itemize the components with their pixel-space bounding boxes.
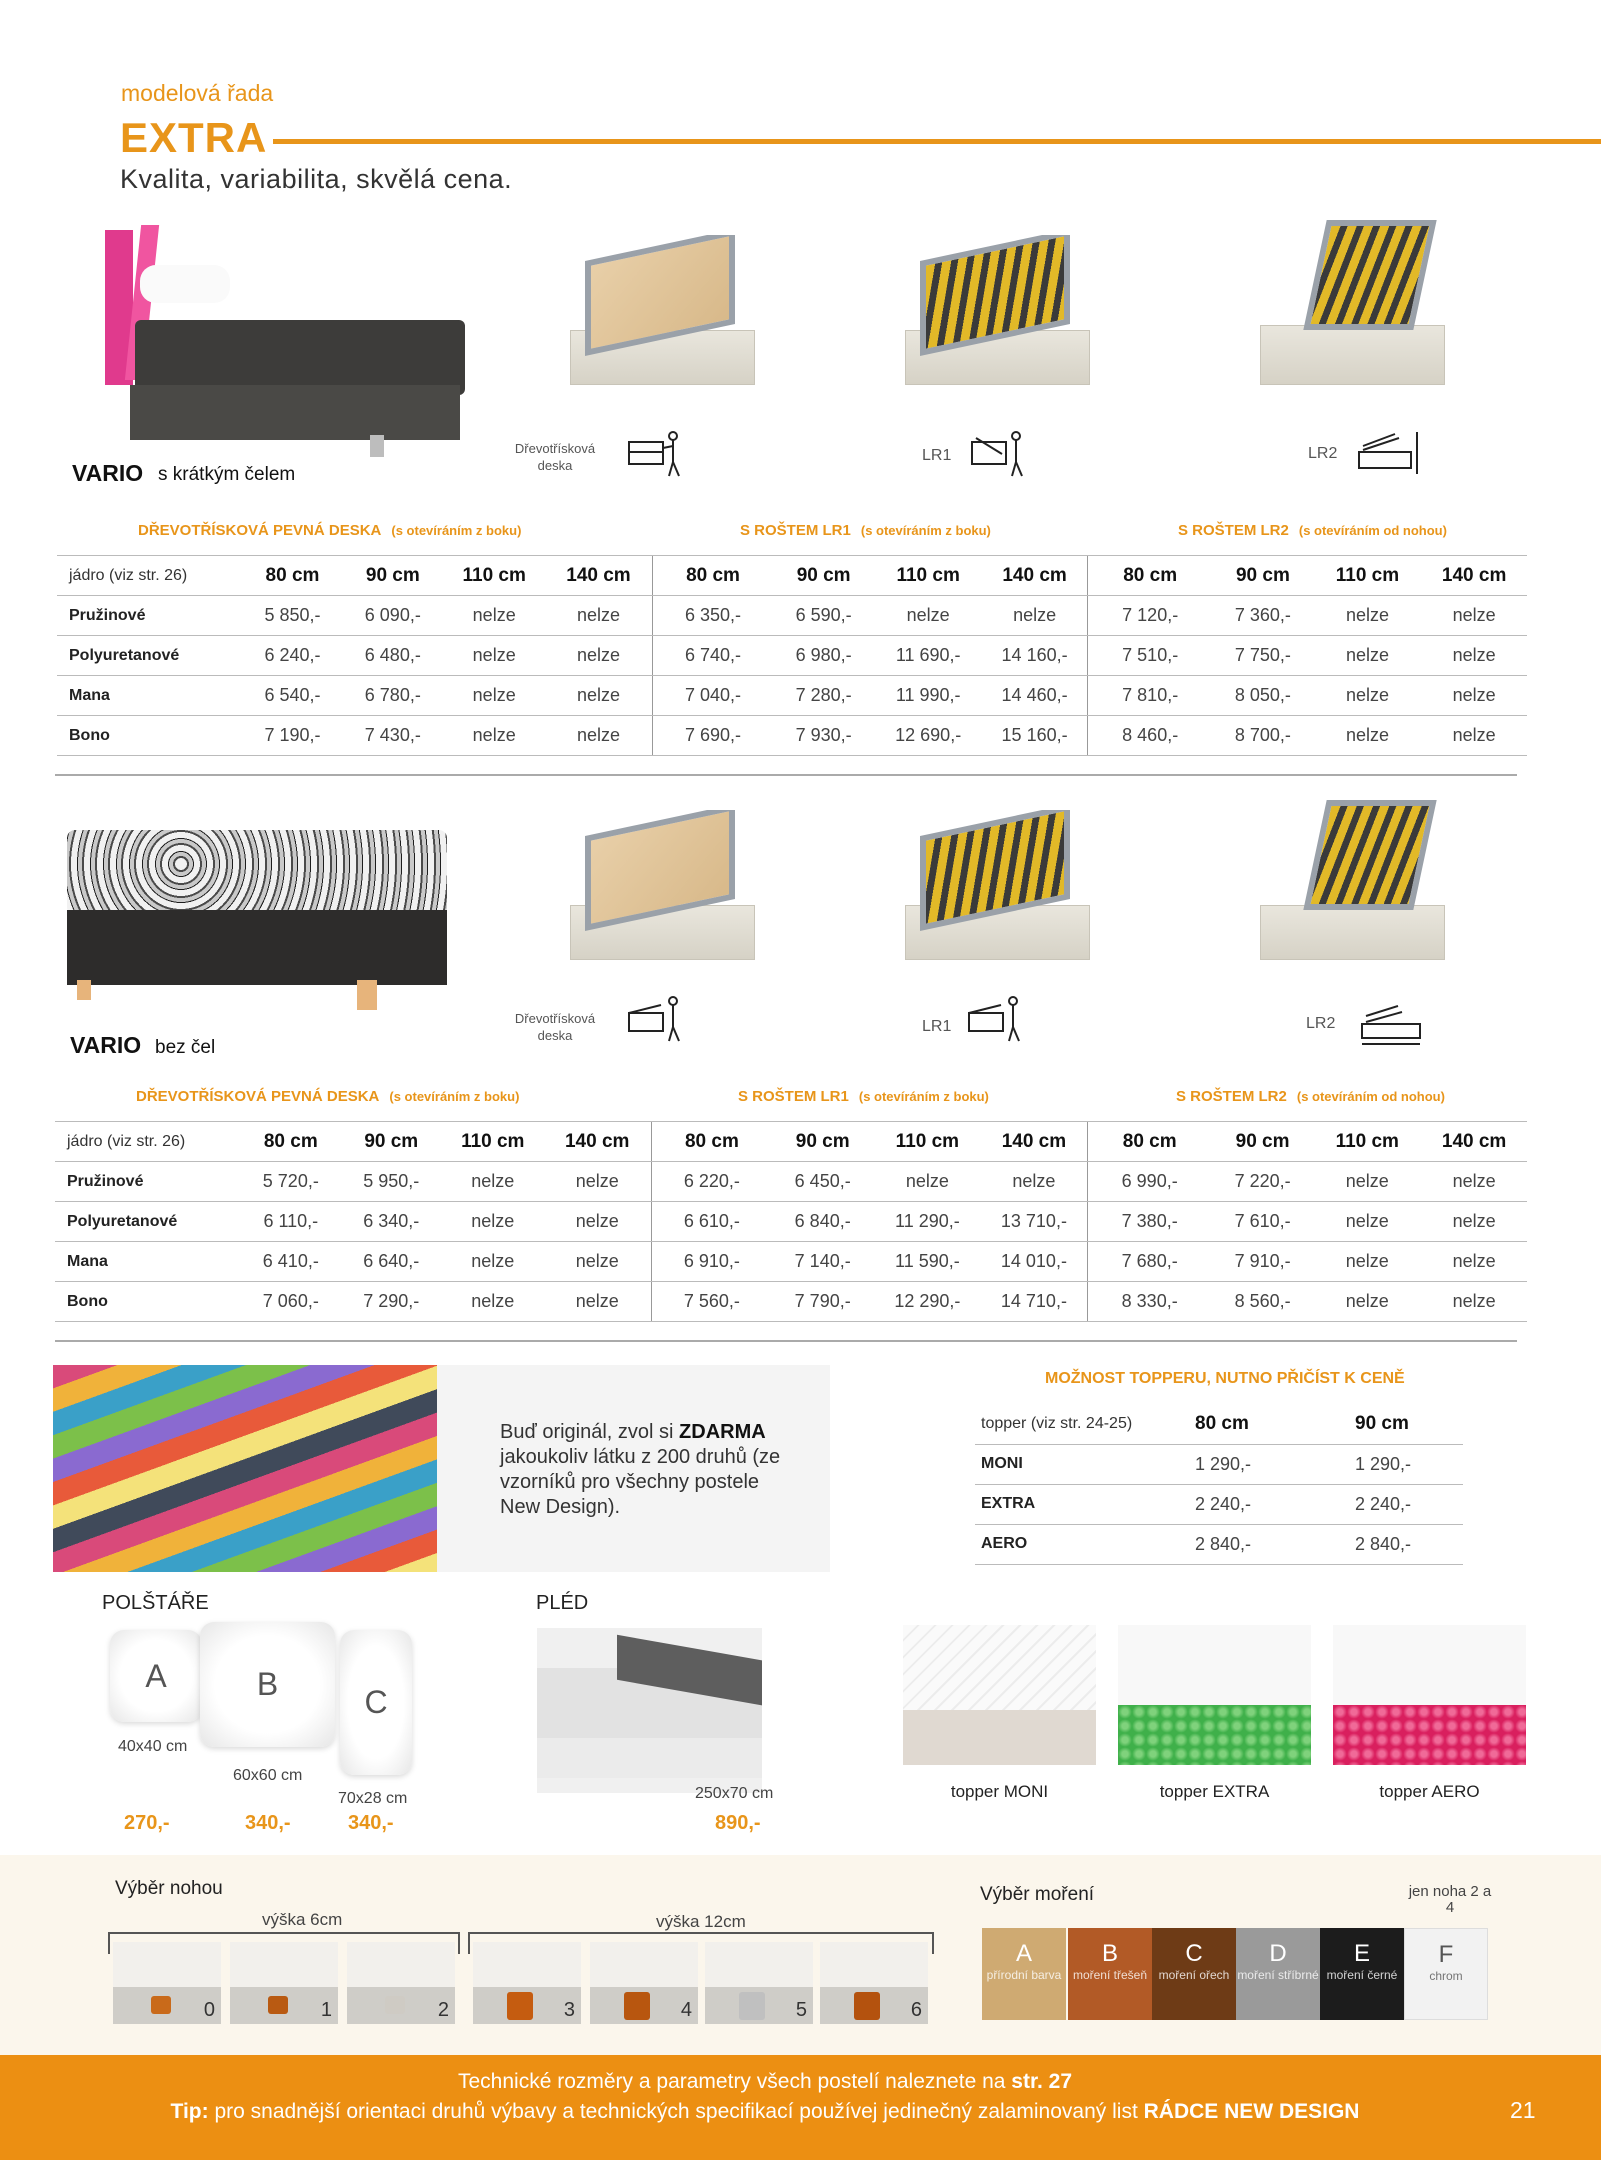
- price-cell: 11 690,-: [874, 636, 982, 676]
- footer-tip: Tip:: [170, 2100, 209, 2123]
- fabric-samples-photo: [53, 1365, 437, 1572]
- fabric-text-part: Buď originál, zvol si: [500, 1421, 680, 1443]
- price-cell: nelze: [1421, 596, 1527, 636]
- price-cell: 7 040,-: [653, 676, 773, 716]
- board-icon-label: Dřevotřísková deska: [514, 1011, 596, 1043]
- price-cell: 80 cm: [241, 1122, 340, 1162]
- price-cell: nelze: [1314, 596, 1422, 636]
- price-cell: 6 640,-: [341, 1242, 443, 1282]
- stain-option-a[interactable]: [982, 1928, 1066, 2020]
- price-cell: 7 430,-: [342, 716, 443, 756]
- row-label-cell: jádro (viz str. 26): [57, 556, 243, 596]
- price-cell: 11 290,-: [873, 1202, 981, 1242]
- pled-price: 890,-: [715, 1812, 761, 1834]
- table-header-row: [57, 556, 1527, 596]
- price-cell: 6 340,-: [341, 1202, 443, 1242]
- footer-line-2: [0, 2100, 1530, 2124]
- price-cell: 14 010,-: [981, 1242, 1087, 1282]
- table-row: [57, 676, 1527, 716]
- leg-number: 1: [320, 1999, 332, 2021]
- lr2-opening-icon: [1355, 428, 1425, 480]
- group-note: (s otevíráním z boku): [389, 1089, 520, 1104]
- row-label-cell: Mana: [55, 1242, 241, 1282]
- topper-price-cell: 2 840,-: [1195, 1524, 1355, 1564]
- leg-option-0[interactable]: [113, 1942, 221, 2024]
- bed-photo-lr1-open: [900, 810, 1100, 970]
- row-label-cell: Pružinové: [57, 596, 243, 636]
- pillow-price: 340,-: [348, 1812, 394, 1834]
- price-cell: 7 220,-: [1212, 1162, 1314, 1202]
- price-cell: nelze: [1421, 716, 1527, 756]
- price-cell: 7 910,-: [1212, 1242, 1314, 1282]
- price-cell: 6 540,-: [243, 676, 342, 716]
- series-name: EXTRA: [120, 114, 268, 161]
- price-cell: 14 160,-: [982, 636, 1088, 676]
- price-cell: 7 790,-: [772, 1282, 874, 1322]
- group-note: (s otevíráním od nohou): [1296, 1089, 1445, 1104]
- price-cell: 110 cm: [442, 1122, 544, 1162]
- footer-bold: str. 27: [1011, 2070, 1072, 2093]
- group-head-board: [136, 1088, 519, 1105]
- price-cell: 6 840,-: [772, 1202, 874, 1242]
- price-cell: 110 cm: [874, 556, 982, 596]
- price-cell: nelze: [1314, 636, 1422, 676]
- leg-number: 5: [795, 1999, 807, 2021]
- lr1-icon-label: LR1: [922, 447, 952, 464]
- price-cell: 6 740,-: [653, 636, 773, 676]
- price-cell: 7 680,-: [1087, 1242, 1212, 1282]
- price-cell: 6 090,-: [342, 596, 443, 636]
- price-cell: nelze: [1421, 1242, 1527, 1282]
- price-cell: 5 950,-: [341, 1162, 443, 1202]
- stain-option-b[interactable]: [1068, 1928, 1152, 2020]
- group-head-lr2: [1178, 522, 1447, 539]
- stain-option-d[interactable]: [1236, 1928, 1320, 2020]
- group-note: (s otevíráním z boku): [860, 523, 991, 538]
- price-cell: 90 cm: [1212, 556, 1313, 596]
- topper-price-cell: 80 cm: [1195, 1404, 1355, 1444]
- price-cell: nelze: [981, 1162, 1087, 1202]
- stain-letter: C: [1185, 1940, 1203, 1967]
- row-label-cell: Bono: [57, 716, 243, 756]
- price-cell: 8 700,-: [1212, 716, 1313, 756]
- price-cell: 14 460,-: [982, 676, 1088, 716]
- leg-foot-shape: [739, 1992, 765, 2020]
- page-number: 21: [1510, 2097, 1536, 2123]
- stain-description: moření třešeň: [1072, 1968, 1148, 1982]
- group-head-lr1: [740, 522, 991, 539]
- pillow-letter: C: [364, 1684, 388, 1720]
- group-head-lr1: [738, 1088, 989, 1105]
- price-cell: 7 610,-: [1212, 1202, 1314, 1242]
- leg-option-5[interactable]: [705, 1942, 813, 2024]
- pillow-letter: A: [145, 1657, 167, 1694]
- price-cell: 7 290,-: [341, 1282, 443, 1322]
- legs-group-label: výška 12cm: [656, 1912, 746, 1931]
- leg-foot-shape: [624, 1992, 650, 2020]
- price-cell: 14 710,-: [981, 1282, 1087, 1322]
- price-cell: 110 cm: [444, 556, 545, 596]
- model-title: VARIO: [70, 1032, 142, 1058]
- model-subtitle: bez čel: [155, 1037, 216, 1058]
- price-cell: nelze: [1421, 1282, 1527, 1322]
- group-title: DŘEVOTŘÍSKOVÁ PEVNÁ DESKA: [136, 1088, 380, 1105]
- leg-number: 3: [563, 1999, 575, 2021]
- price-cell: 7 690,-: [653, 716, 773, 756]
- price-cell: nelze: [873, 1162, 981, 1202]
- price-cell: 6 590,-: [773, 596, 874, 636]
- footer-text: Technické rozměry a parametry všech postelí naleznete na: [458, 2070, 1012, 2093]
- price-cell: 90 cm: [341, 1122, 443, 1162]
- price-cell: nelze: [544, 1242, 652, 1282]
- price-cell: 8 050,-: [1212, 676, 1313, 716]
- lr2-icon-label: LR2: [1308, 445, 1338, 462]
- price-cell: nelze: [982, 596, 1088, 636]
- topper-moni-image: [903, 1625, 1096, 1765]
- group-title: S ROŠTEM LR1: [740, 522, 851, 539]
- price-cell: 7 280,-: [773, 676, 874, 716]
- lr1-opening-icon: [970, 428, 1028, 480]
- price-cell: 6 910,-: [651, 1242, 772, 1282]
- stain-description: moření ořech: [1158, 1968, 1230, 1982]
- fabric-highlight: ZDARMA: [679, 1421, 766, 1443]
- group-title: S ROŠTEM LR1: [738, 1088, 849, 1105]
- price-cell: 7 060,-: [241, 1282, 340, 1322]
- table-row: [55, 1202, 1527, 1242]
- price-cell: 80 cm: [651, 1122, 772, 1162]
- price-cell: 8 330,-: [1087, 1282, 1212, 1322]
- price-cell: 15 160,-: [982, 716, 1088, 756]
- price-cell: nelze: [1421, 636, 1527, 676]
- stain-option-c[interactable]: [1152, 1928, 1236, 2020]
- topper-row: [975, 1444, 1463, 1484]
- price-cell: 7 750,-: [1212, 636, 1313, 676]
- pled-size: 250x70 cm: [695, 1785, 774, 1802]
- price-cell: 8 560,-: [1212, 1282, 1314, 1322]
- leg-foot-shape: [507, 1992, 533, 2020]
- stain-letter: D: [1269, 1940, 1287, 1967]
- board-opening-icon: [627, 993, 685, 1045]
- price-cell: 140 cm: [1421, 1122, 1527, 1162]
- bed-photo-lr1-open: [900, 235, 1100, 395]
- leg-foot-shape: [268, 1996, 288, 2014]
- price-cell: nelze: [545, 716, 653, 756]
- price-cell: nelze: [1313, 1242, 1421, 1282]
- table-row: [55, 1282, 1527, 1322]
- board-opening-icon: [627, 428, 685, 480]
- price-cell: 11 990,-: [874, 676, 982, 716]
- group-title: S ROŠTEM LR2: [1178, 522, 1289, 539]
- price-cell: 6 350,-: [653, 596, 773, 636]
- stain-description: moření stříbrné: [1237, 1968, 1319, 1982]
- pled-image: [537, 1628, 762, 1793]
- price-cell: 80 cm: [243, 556, 342, 596]
- stain-option-e[interactable]: [1320, 1928, 1404, 2020]
- pillow-size: 60x60 cm: [233, 1767, 303, 1784]
- price-cell: 90 cm: [342, 556, 443, 596]
- row-label-cell: Polyuretanové: [55, 1202, 241, 1242]
- group-title: DŘEVOTŘÍSKOVÁ PEVNÁ DESKA: [138, 522, 382, 539]
- bed-photo-no-headboard: [62, 830, 452, 1025]
- price-cell: nelze: [544, 1282, 652, 1322]
- table-row: [57, 596, 1527, 636]
- topper-price-table: [975, 1404, 1463, 1565]
- leg-number: 4: [680, 1999, 692, 2021]
- stain-description: chrom: [1429, 1969, 1463, 1983]
- price-cell: 13 710,-: [981, 1202, 1087, 1242]
- price-cell: 7 930,-: [773, 716, 874, 756]
- price-cell: 7 560,-: [651, 1282, 772, 1322]
- leg-foot-shape: [854, 1992, 880, 2020]
- stain-option-f[interactable]: [1404, 1928, 1488, 2020]
- price-cell: 6 610,-: [651, 1202, 772, 1242]
- pled-title: PLÉD: [536, 1592, 589, 1614]
- table-row: [55, 1162, 1527, 1202]
- stains-note: jen noha 2 a 4: [1408, 1883, 1492, 1916]
- price-cell: nelze: [444, 676, 545, 716]
- price-cell: 110 cm: [1313, 1122, 1421, 1162]
- price-cell: 80 cm: [1087, 1122, 1212, 1162]
- price-cell: 6 110,-: [241, 1202, 340, 1242]
- price-cell: 140 cm: [544, 1122, 652, 1162]
- topper-price-cell: 1 290,-: [1355, 1444, 1463, 1484]
- stain-letter: E: [1353, 1940, 1370, 1967]
- pillow-size: 70x28 cm: [338, 1790, 408, 1807]
- footer-text: pro snadnější orientaci druhů výbavy a technických specifikací používej jedinečný zalaminovaný list: [208, 2100, 1144, 2123]
- price-cell: 7 380,-: [1087, 1202, 1212, 1242]
- pillow-a-image: [110, 1630, 202, 1722]
- price-cell: 110 cm: [873, 1122, 981, 1162]
- topper-price-cell: 90 cm: [1355, 1404, 1463, 1444]
- bed-photo-lr2-open: [1255, 795, 1465, 970]
- price-cell: nelze: [444, 596, 545, 636]
- pillow-c-image: [340, 1630, 412, 1775]
- stain-letter: B: [1101, 1940, 1118, 1967]
- fabric-offer-text: [500, 1420, 800, 1520]
- group-note: (s otevíráním z boku): [858, 1089, 989, 1104]
- bed-photo-short-headboard: [105, 225, 470, 460]
- legs-title: Výběr nohou: [115, 1878, 223, 1899]
- lr1-icon-label: LR1: [922, 1018, 952, 1035]
- series-label: modelová řada: [121, 80, 274, 106]
- price-cell: 140 cm: [982, 556, 1088, 596]
- topper-caption: topper AERO: [1379, 1782, 1480, 1801]
- leg-number: 6: [910, 1999, 922, 2021]
- section-divider: [55, 774, 1517, 776]
- board-icon-label: Dřevotřísková deska: [514, 441, 596, 473]
- price-cell: nelze: [1421, 1162, 1527, 1202]
- price-cell: 90 cm: [772, 1122, 874, 1162]
- price-cell: 110 cm: [1314, 556, 1422, 596]
- topper-header-row: [975, 1404, 1463, 1444]
- price-cell: 140 cm: [1421, 556, 1527, 596]
- price-cell: 7 810,-: [1088, 676, 1213, 716]
- topper-name-cell: topper (viz str. 24-25): [975, 1404, 1195, 1444]
- leg-number: 0: [203, 1999, 215, 2021]
- row-label-cell: Pružinové: [55, 1162, 241, 1202]
- price-table-no-headboard: [55, 1121, 1527, 1322]
- price-cell: 5 850,-: [243, 596, 342, 636]
- price-cell: 12 690,-: [874, 716, 982, 756]
- price-cell: 5 720,-: [241, 1162, 340, 1202]
- bed-photo-board-open: [565, 235, 765, 395]
- row-label-cell: Polyuretanové: [57, 636, 243, 676]
- price-cell: nelze: [442, 1162, 544, 1202]
- price-cell: 6 480,-: [342, 636, 443, 676]
- topper-caption: topper MONI: [950, 1782, 1049, 1801]
- price-cell: 6 220,-: [651, 1162, 772, 1202]
- price-cell: 8 460,-: [1088, 716, 1213, 756]
- group-title: S ROŠTEM LR2: [1176, 1088, 1287, 1105]
- group-head-board: [138, 522, 521, 539]
- price-cell: 6 780,-: [342, 676, 443, 716]
- leg-number: 2: [437, 1999, 449, 2021]
- pillow-price: 270,-: [124, 1812, 170, 1834]
- price-cell: 90 cm: [773, 556, 874, 596]
- stains-title: Výběr moření: [980, 1884, 1095, 1905]
- topper-name-cell: MONI: [975, 1444, 1195, 1484]
- bed-photo-board-open: [565, 810, 765, 970]
- price-cell: 140 cm: [981, 1122, 1087, 1162]
- price-cell: 80 cm: [653, 556, 773, 596]
- price-cell: nelze: [545, 596, 653, 636]
- price-cell: nelze: [1313, 1202, 1421, 1242]
- price-table-short-headboard: [57, 555, 1527, 756]
- topper-table-title: MOŽNOST TOPPERU, NUTNO PŘIČÍST K CENĚ: [1045, 1370, 1405, 1387]
- pillow-b-image: [200, 1622, 335, 1747]
- row-label-cell: Mana: [57, 676, 243, 716]
- pillows-title: POLŠTÁŘE: [102, 1592, 209, 1614]
- model-subtitle: s krátkým čelem: [158, 464, 296, 485]
- topper-price-cell: 2 840,-: [1355, 1524, 1463, 1564]
- table-header-row: [55, 1122, 1527, 1162]
- table-row: [57, 716, 1527, 756]
- price-cell: nelze: [1421, 1202, 1527, 1242]
- topper-row: [975, 1524, 1463, 1564]
- leg-foot-shape: [151, 1996, 171, 2014]
- price-cell: nelze: [1313, 1282, 1421, 1322]
- price-cell: nelze: [442, 1242, 544, 1282]
- lr2-opening-icon: [1358, 1002, 1428, 1048]
- slogan: Kvalita, variabilita, skvělá cena.: [120, 164, 513, 194]
- price-cell: nelze: [544, 1162, 652, 1202]
- price-cell: 6 450,-: [772, 1162, 874, 1202]
- price-cell: nelze: [442, 1202, 544, 1242]
- leg-option-2[interactable]: [347, 1942, 455, 2024]
- price-cell: nelze: [442, 1282, 544, 1322]
- row-label-cell: Bono: [55, 1282, 241, 1322]
- price-cell: 7 360,-: [1212, 596, 1313, 636]
- price-cell: 90 cm: [1212, 1122, 1314, 1162]
- leg-option-4[interactable]: [590, 1942, 698, 2024]
- table-row: [57, 636, 1527, 676]
- topper-name-cell: AERO: [975, 1524, 1195, 1564]
- topper-aero-image: [1333, 1625, 1526, 1765]
- price-cell: 7 140,-: [772, 1242, 874, 1282]
- lr1-opening-icon: [967, 993, 1025, 1045]
- stain-letter: A: [1015, 1940, 1032, 1967]
- group-note: (s otevíráním z boku): [391, 523, 522, 538]
- price-cell: nelze: [545, 676, 653, 716]
- price-cell: 140 cm: [545, 556, 653, 596]
- price-cell: 7 120,-: [1088, 596, 1213, 636]
- price-cell: nelze: [444, 716, 545, 756]
- price-cell: nelze: [1421, 676, 1527, 716]
- topper-row: [975, 1484, 1463, 1524]
- price-cell: 6 410,-: [241, 1242, 340, 1282]
- price-cell: nelze: [1314, 716, 1422, 756]
- section-divider: [55, 1340, 1517, 1342]
- group-head-lr2: [1176, 1088, 1445, 1105]
- pillow-size: 40x40 cm: [118, 1738, 188, 1755]
- leg-foot-shape: [385, 1996, 405, 2014]
- row-label-cell: jádro (viz str. 26): [55, 1122, 241, 1162]
- topper-name-cell: EXTRA: [975, 1484, 1195, 1524]
- price-cell: nelze: [544, 1202, 652, 1242]
- price-cell: nelze: [874, 596, 982, 636]
- price-cell: 7 510,-: [1088, 636, 1213, 676]
- topper-extra-image: [1118, 1625, 1311, 1765]
- topper-caption: topper EXTRA: [1159, 1782, 1270, 1801]
- price-cell: 80 cm: [1088, 556, 1213, 596]
- price-cell: nelze: [1313, 1162, 1421, 1202]
- topper-price-cell: 2 240,-: [1195, 1484, 1355, 1524]
- legs-group-label: výška 6cm: [262, 1910, 343, 1929]
- price-cell: 7 190,-: [243, 716, 342, 756]
- group-note: (s otevíráním od nohou): [1298, 523, 1447, 538]
- model-title: VARIO: [72, 460, 144, 486]
- price-cell: 6 990,-: [1087, 1162, 1212, 1202]
- fabric-text-part: jakoukoliv látku z 200 druhů (ze vzorníků pro všechny postele New Design).: [500, 1446, 781, 1518]
- footer-bold: RÁDCE NEW DESIGN: [1143, 2100, 1360, 2123]
- pillow-letter: B: [256, 1666, 279, 1702]
- leg-option-6[interactable]: [820, 1942, 928, 2024]
- stain-description: přírodní barva: [986, 1968, 1062, 1982]
- price-cell: nelze: [1314, 676, 1422, 716]
- price-cell: 11 590,-: [873, 1242, 981, 1282]
- price-cell: 6 980,-: [773, 636, 874, 676]
- topper-price-cell: 1 290,-: [1195, 1444, 1355, 1484]
- price-cell: 6 240,-: [243, 636, 342, 676]
- bed-photo-lr2-open: [1255, 215, 1465, 395]
- price-cell: 12 290,-: [873, 1282, 981, 1322]
- leg-option-3[interactable]: [473, 1942, 581, 2024]
- stain-description: moření černé: [1326, 1968, 1398, 1982]
- pillow-price: 340,-: [245, 1812, 291, 1834]
- leg-option-1[interactable]: [230, 1942, 338, 2024]
- price-cell: nelze: [444, 636, 545, 676]
- topper-price-cell: 2 240,-: [1355, 1484, 1463, 1524]
- stain-letter: F: [1438, 1941, 1454, 1968]
- header-rule: [273, 139, 1601, 144]
- footer-line-1: [0, 2070, 1530, 2094]
- table-row: [55, 1242, 1527, 1282]
- lr2-icon-label: LR2: [1306, 1015, 1336, 1032]
- price-cell: nelze: [545, 636, 653, 676]
